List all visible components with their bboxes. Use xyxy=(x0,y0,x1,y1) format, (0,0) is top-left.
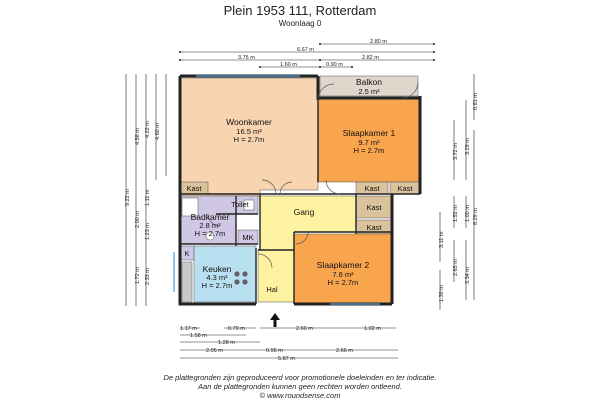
disclaimer-line: Aan de plattegronden kunnen geen rechten worden ontleend. xyxy=(198,382,402,391)
dim-bottom-1: 1.17 m xyxy=(180,326,197,332)
dim-bottom-6: 1.28 m xyxy=(218,340,235,346)
dim-right-9: 3.34 m xyxy=(465,267,471,284)
slaapkamer1-label: Slaapkamer 1 xyxy=(342,128,396,138)
hal-label: Hal xyxy=(266,285,278,294)
kast-label: Kast xyxy=(364,184,380,193)
dim-bottom-3: 2.60 m xyxy=(296,326,313,332)
keuken-height-text: H = 2.7m xyxy=(201,281,233,290)
dim-bottom-4: 1.02 m xyxy=(364,326,381,332)
right-dimension-labels xyxy=(439,93,479,302)
balkon-area-text: 2.5 m² xyxy=(358,87,380,96)
woonkamer-area-text: 16.5 m² xyxy=(236,127,262,136)
toilet-label: Toilet xyxy=(231,200,249,209)
dim-top-1: 2.80 m xyxy=(370,39,387,45)
entrance-arrow-icon xyxy=(270,313,280,327)
disclaimer-line: De plattegronden zijn geproduceerd voor promotionele doeleinden en ter indicatie. xyxy=(163,373,437,382)
keuken-area-text: 4.3 m² xyxy=(206,273,228,282)
dim-left-4: 9.22 m xyxy=(125,189,131,206)
kast-label: Kast xyxy=(366,203,382,212)
hal-area xyxy=(258,250,294,302)
dim-bottom-2: 0.79 m xyxy=(228,326,245,332)
dim-left-7: 1.23 m xyxy=(145,223,151,240)
dim-left-3: 4.60 m xyxy=(155,123,161,140)
badkamer-area-text: 2.8 m² xyxy=(199,221,221,230)
dim-left-5: 1.11 m xyxy=(145,189,151,206)
dim-bottom-10: 5.87 m xyxy=(278,356,295,362)
dim-right-8: 2.65 m xyxy=(453,259,459,276)
gang-label: Gang xyxy=(293,207,315,217)
dim-right-5: 1.52 m xyxy=(453,205,459,222)
left-dimension-labels xyxy=(125,121,161,285)
floor-label: Woonlaag 0 xyxy=(278,19,322,28)
dim-top-2: 6.67 m xyxy=(297,47,314,53)
dim-left-6: 2.00 m xyxy=(135,211,141,228)
dim-top-6: 0.90 m xyxy=(326,62,343,68)
slaapkamer2-height-text: H = 2.7m xyxy=(327,278,359,287)
slaapkamer2-label: Slaapkamer 2 xyxy=(316,260,370,270)
kitchen-counter xyxy=(182,262,192,302)
dim-left-1: 4.58 m xyxy=(135,128,141,145)
dim-left-2: 4.22 m xyxy=(145,121,151,138)
kast-label: Kast xyxy=(186,184,202,193)
dim-top-4: 2.82 m xyxy=(362,55,379,61)
dim-right-3: 3.29 m xyxy=(465,138,471,155)
dim-right-6: 1.00 m xyxy=(465,205,471,222)
badkamer-height-text: H = 2.7m xyxy=(194,229,226,238)
slaapkamer1-height-text: H = 2.7m xyxy=(353,146,385,155)
dim-left-9: 2.33 m xyxy=(145,268,151,285)
dim-bottom-8: 0.96 m xyxy=(266,348,283,354)
kast-label: Kast xyxy=(397,184,413,193)
k-label: K xyxy=(184,249,190,258)
copyright-line: © www.roundsense.com xyxy=(259,391,341,400)
woonkamer-height-text: H = 2.7m xyxy=(233,135,265,144)
kast-label: Kast xyxy=(366,223,382,232)
page-title: Plein 1953 111, Rotterdam xyxy=(223,3,377,18)
dim-right-10: 1.39 m xyxy=(439,285,445,302)
slaapkamer2-area-text: 7.6 m² xyxy=(332,270,354,279)
dim-right-1: 0.91 m xyxy=(473,93,479,110)
mk-label: MK xyxy=(242,233,254,242)
balkon-label: Balkon xyxy=(356,77,382,87)
dim-bottom-9: 2.66 m xyxy=(336,348,353,354)
dim-right-7: 3.11 m xyxy=(439,231,445,248)
dim-top-3: 3.75 m xyxy=(238,55,255,61)
dim-bottom-5: 1.58 m xyxy=(190,333,207,339)
dim-right-4: 8.29 m xyxy=(473,208,479,225)
badkamer-label: Badkamer xyxy=(190,212,230,222)
dim-left-8: 1.72 m xyxy=(135,267,141,284)
keuken-label: Keuken xyxy=(202,264,232,274)
slaapkamer1-area-text: 9.7 m² xyxy=(358,138,380,147)
dim-right-2: 3.72 m xyxy=(453,143,459,160)
woonkamer-label: Woonkamer xyxy=(226,117,272,127)
dim-top-5: 1.60 m xyxy=(280,62,297,68)
dim-bottom-7: 2.05 m xyxy=(206,348,223,354)
